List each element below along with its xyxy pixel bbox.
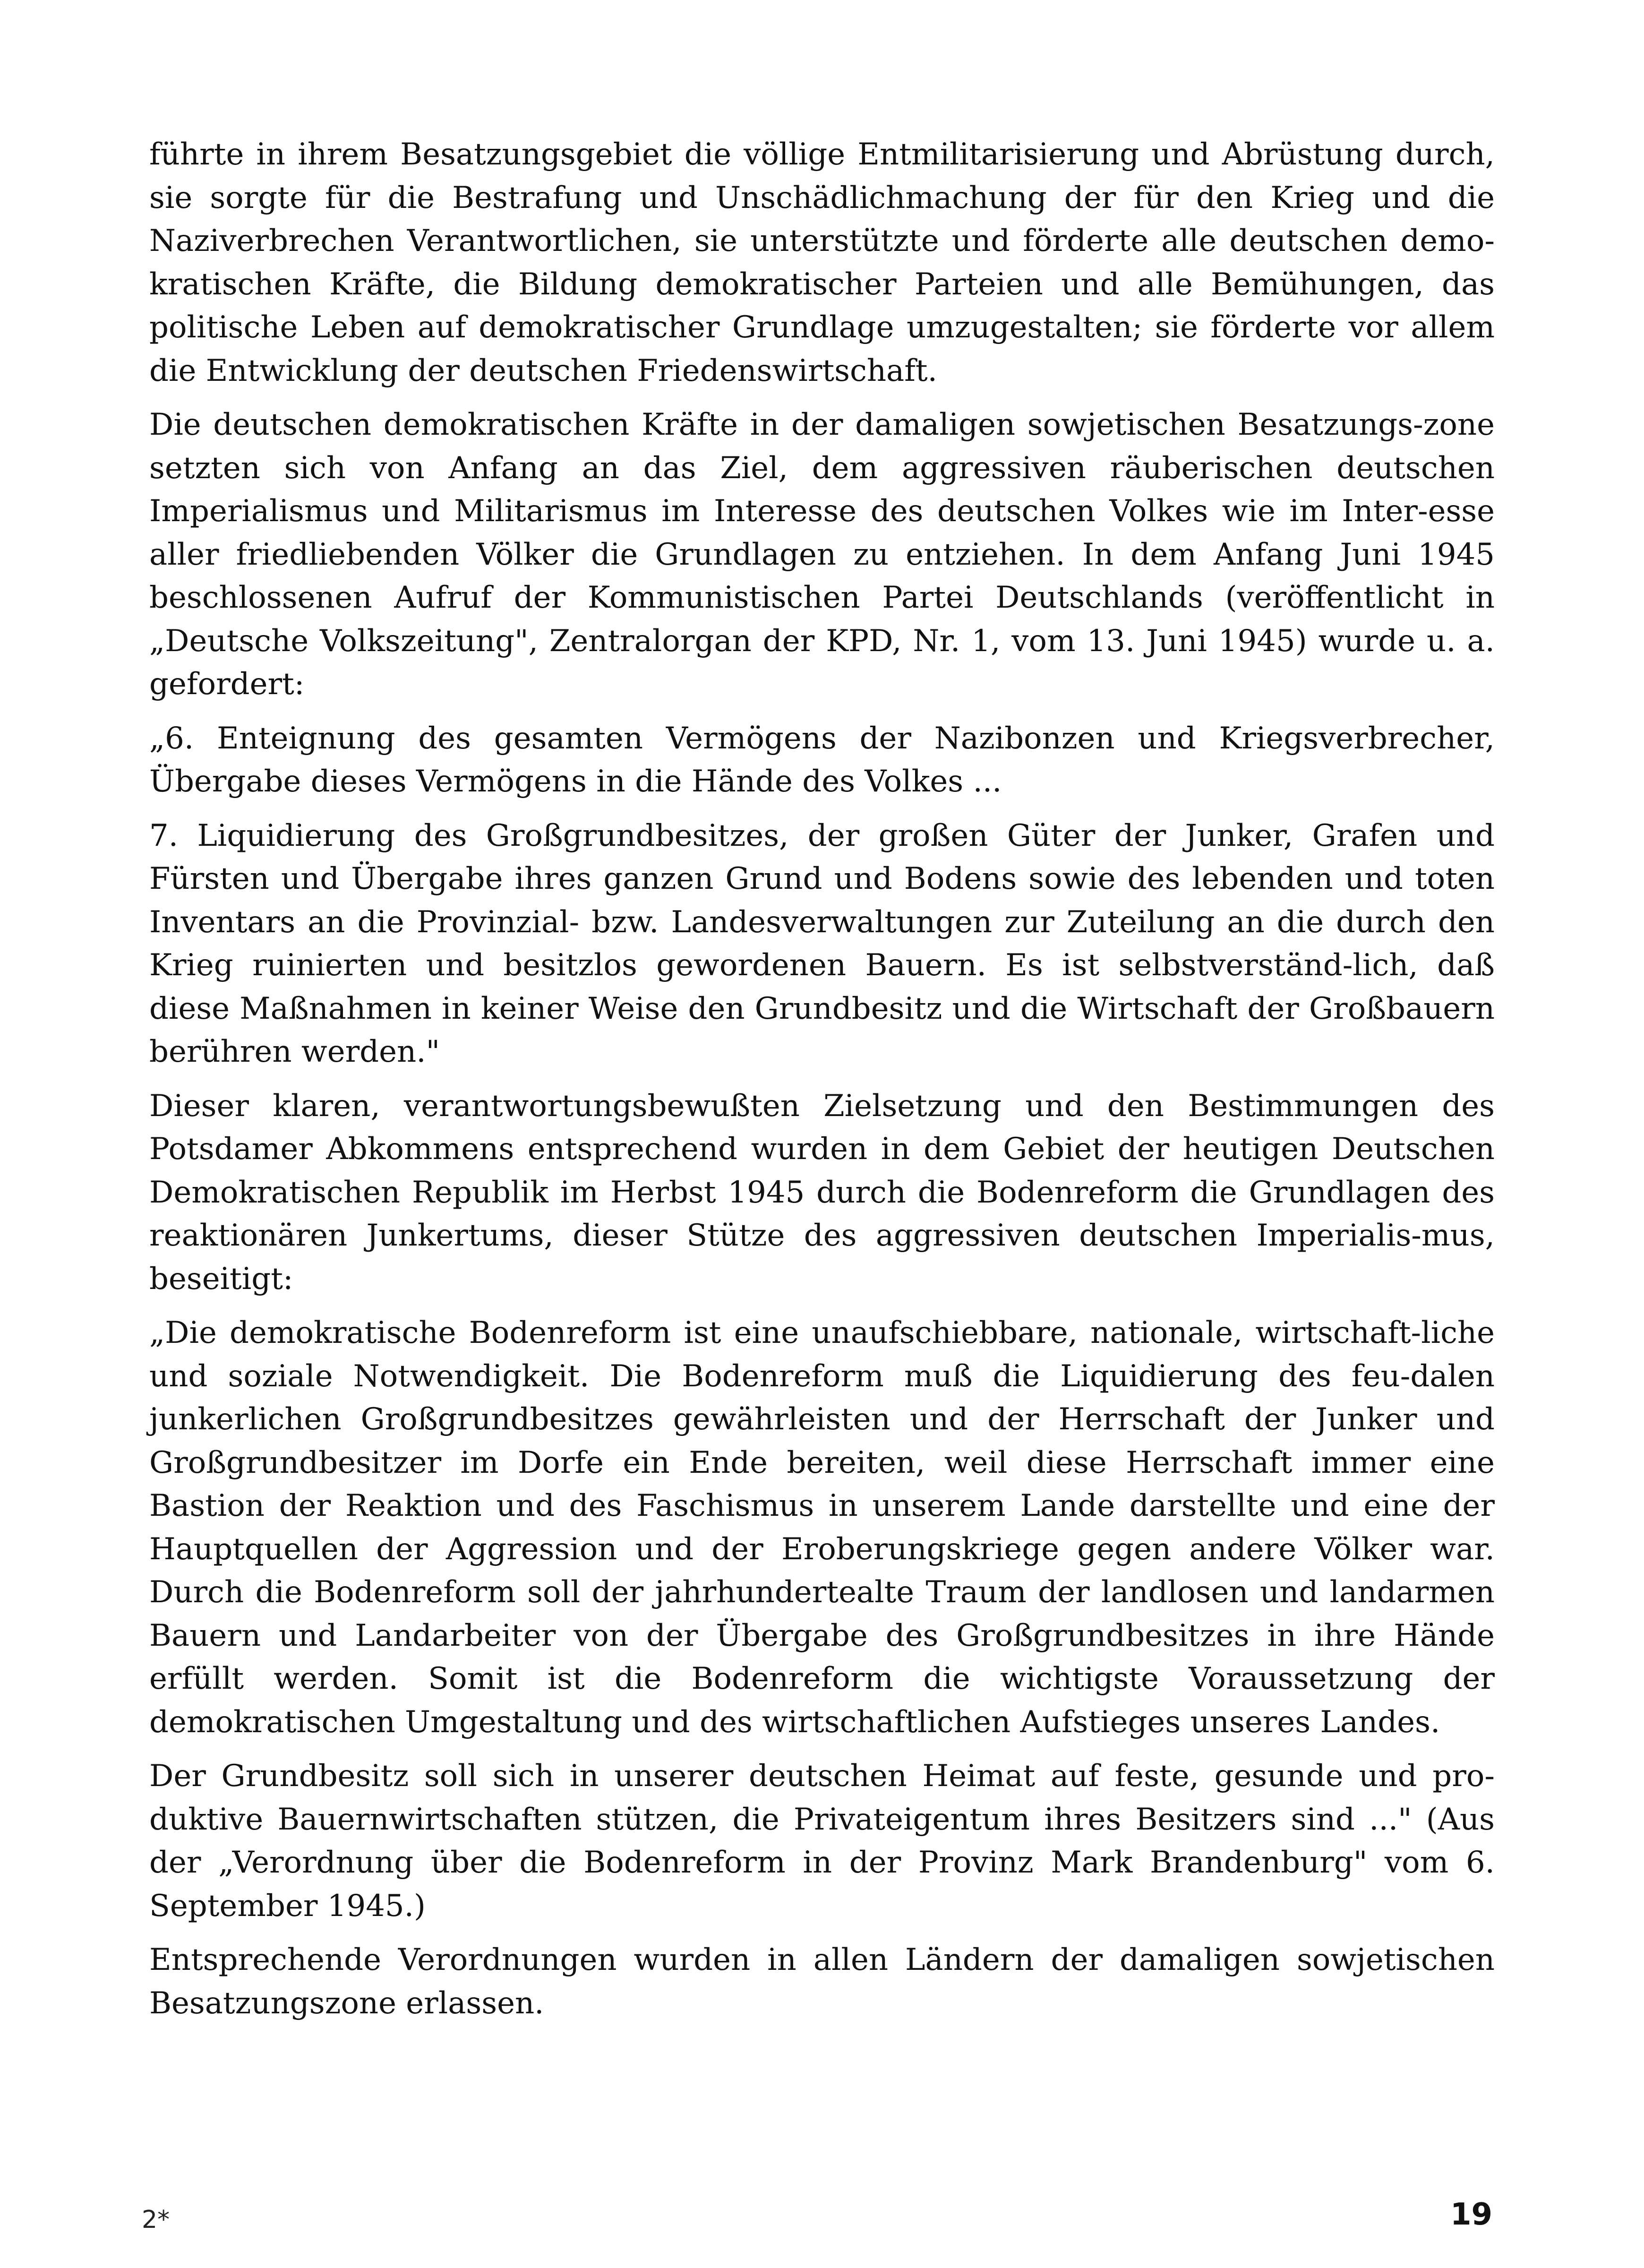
paragraph-6: „Die demokratische Bodenreform ist eine unaufschiebbare, nationale, wirtschaft-liche und soziale Notwendigkeit. Die Bodenreform muß die Liquidierung des feu-dalen junkerlichen Großgrundbesitzes gewährleisten und der Herrschaft der Junker und Großgrundbesitzer im Dorfe ein Ende bereiten, weil diese Herrschaft immer eine Bastion der Reaktion und des Faschismus in unserem Lande darstellte und eine der Hauptquellen der Aggression und der Eroberungskriege gegen andere Völker war. Durch die Bodenreform soll der jahrhundertealte Traum der landlosen und landarmen Bauern und Landarbeiter von der Übergabe des Großgrundbesitzes in ihre Hände erfüllt werden. Somit ist die Bodenreform die wichtigste Voraussetzung der demokratischen Umgestaltung und des wirtschaftlichen Aufstieges unseres Landes. — [149, 1315, 1495, 1740]
paragraph-2: Die deutschen demokratischen Kräfte in der damaligen sowjetischen Besatzungs-zone setzten sich von Anfang an das Ziel, dem aggressiven räuberischen deutschen Imperialismus und Militarismus im Interesse des deutschen Volkes wie im Inter-esse aller friedliebenden Völker die Grundlagen zu entziehen. In dem Anfang Juni 1945 beschlossenen Aufruf der Kommunistischen Partei Deutschlands (veröffentlicht in „Deutsche Volkszeitung", Zentralorgan der KPD, Nr. 1, vom 13. Juni 1945) wurde u. a. gefordert: — [149, 407, 1495, 702]
paragraph-8: Entsprechende Verordnungen wurden in allen Ländern der damaligen sowjetischen Besatzungszone erlassen. — [149, 1942, 1495, 2021]
signature-mark: 2* — [142, 2206, 170, 2234]
paragraph-7: Der Grundbesitz soll sich in unserer deutschen Heimat auf feste, gesunde und pro-duktive Bauernwirtschaften stützen, die Privateigentum ihres Besitzers sind ..." (Aus der „Verordnung über die Bodenreform in der Provinz Mark Brandenburg" vom 6. September 1945.) — [149, 1759, 1495, 1924]
page-number: 19 — [1450, 2197, 1493, 2232]
paragraph-3: „6. Enteignung des gesamten Vermögens der Nazibonzen und Kriegsverbrecher, Übergabe dieses Vermögens in die Hände des Volkes ... — [149, 721, 1495, 799]
body-text — [149, 133, 1495, 2036]
paragraph-4: 7. Liquidierung des Großgrundbesitzes, der großen Güter der Junker, Grafen und Fürsten und Übergabe ihres ganzen Grund und Bodens sowie des lebenden und toten Inventars an die Provinzial- bzw. Landesverwaltungen zur Zuteilung an die durch den Krieg ruinierten und besitzlos gewordenen Bauern. Es ist selbstverständ-lich, daß diese Maßnahmen in keiner Weise den Grundbesitz und die Wirtschaft der Großbauern berühren werden." — [149, 818, 1495, 1069]
paragraph-5: Dieser klaren, verantwortungsbewußten Zielsetzung und den Bestimmungen des Potsdamer Abkommens entsprechend wurden in dem Gebiet der heutigen Deutschen Demokratischen Republik im Herbst 1945 durch die Bodenreform die Grundlagen des reaktionären Junkertums, dieser Stütze des aggressiven deutschen Imperialis-mus, beseitigt: — [149, 1088, 1495, 1297]
paragraph-1: führte in ihrem Besatzungsgebiet die völlige Entmilitarisierung und Abrüstung durch, sie sorgte für die Bestrafung und Unschädlichmachung der für den Krieg und die Naziverbrechen Verantwortlichen, sie unterstützte und förderte alle deutschen demo-kratischen Kräfte, die Bildung demokratischer Parteien und alle Bemühungen, das politische Leben auf demokratischer Grundlage umzugestalten; sie förderte vor allem die Entwicklung der deutschen Friedenswirtschaft. — [149, 137, 1495, 388]
